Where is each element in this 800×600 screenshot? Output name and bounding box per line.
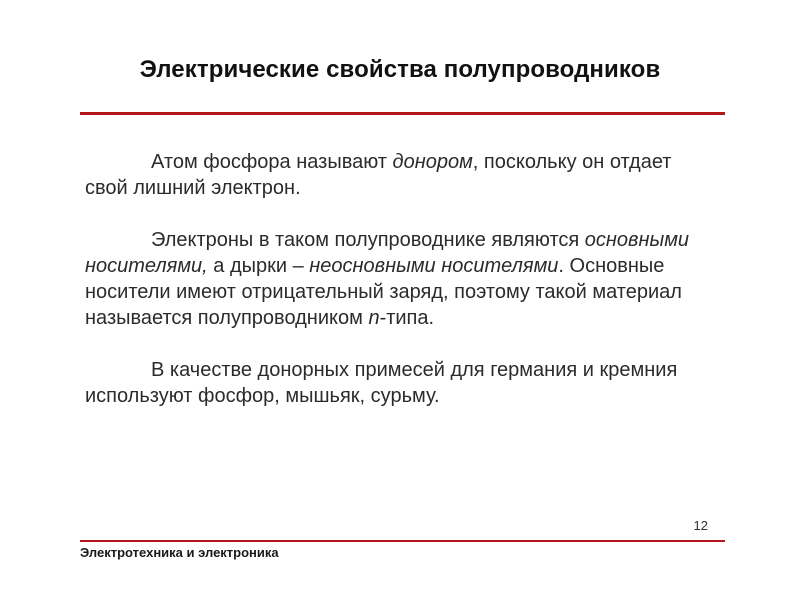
slide-title: Электрические свойства полупроводников: [139, 56, 661, 83]
paragraph: [85, 149, 710, 201]
text-run: -типа.: [379, 307, 435, 329]
italic-text-run: основными носителями,: [85, 229, 690, 277]
text-run: Электроны в таком полупроводнике являются: [151, 229, 585, 251]
text-run: а дырки –: [207, 255, 310, 277]
footer-text: Электротехника и электроника: [80, 545, 279, 560]
text-run: . Основные носители имеют отрицательный заряд, поэтому такой материал называется полупроводником: [85, 255, 682, 329]
paragraph: [85, 357, 710, 409]
paragraph: [85, 227, 710, 331]
italic-text-run: неосновными носителями: [309, 255, 559, 277]
page-number: 12: [693, 518, 708, 533]
slide-body: [85, 149, 710, 435]
text-run: Атом фосфора называют: [151, 151, 393, 173]
title-divider: [80, 112, 725, 115]
footer-divider: [80, 540, 725, 542]
text-run: В качестве донорных примесей для германия и кремния используют фосфор, мышьяк, сурьму.: [85, 359, 678, 407]
italic-text-run: донором: [392, 151, 473, 173]
italic-text-run: n: [368, 307, 380, 329]
text-run: , поскольку он отдает свой лишний электрон.: [85, 151, 672, 199]
